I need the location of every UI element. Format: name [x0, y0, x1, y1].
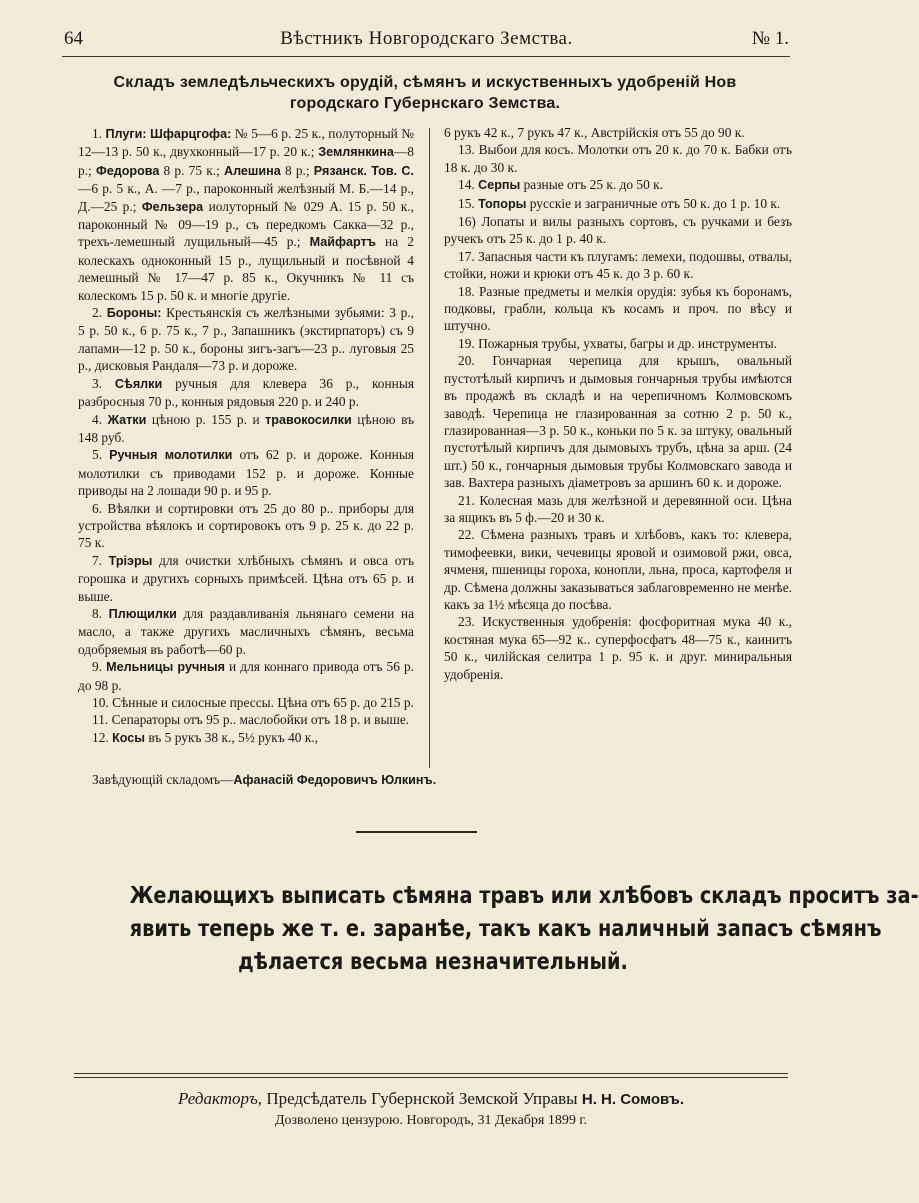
item-text: на 2 колескахъ одноконный 15 р., лущильный и посѣвной 4 лемешный № 17—47 р. 85 к., Окучникъ № 11 съ колескомъ 15 р. 50 к. и многіе другіе. [78, 234, 414, 303]
item-name-bold: Серпы [478, 178, 521, 193]
manager-prefix: Завѣдующій складомъ— [92, 772, 234, 787]
editor-title: Предсѣдатель Губернской Земской Управы [262, 1089, 582, 1108]
item-name-bold: Федорова [95, 163, 160, 178]
item-text: цѣною р. 155 р. и [146, 411, 266, 427]
price-list-item [444, 335, 792, 352]
item-text: иолуторный № 029 А. 15 р. 50 к., пароконный № 09—19 р., съ передкомъ Сакка—32 р., трехъ-лемешный лущильный—45 р.; [78, 198, 414, 250]
item-text: Крестьянскія съ желѣзными зубьями: 3 р., 5 р. 50 к., 6 р. 75 к., 7 р., Запашникъ (экстирпаторъ) съ 9 лапами—12 р. 50 к., бороны зигъ-загъ—23 р.. луговыя 25 р., дисковыя Рандаля—73 р. и дороже. [78, 305, 415, 374]
left-column [78, 125, 414, 747]
item-name-bold: Плющилки [108, 606, 177, 621]
item-text: № 5—6 р. 25 к., полуторный № 12—13 р. 50 к., двухконный—17 р. 20 к.; [78, 126, 414, 160]
item-text: русскіе и заграничные отъ 50 к. до 1 р. 10 к. [526, 195, 781, 211]
price-list-item [444, 141, 792, 176]
item-text: 8 р. 75 к.; [159, 162, 224, 178]
item-name-bold: Бороны: [106, 306, 162, 321]
price-list-item [78, 711, 414, 728]
price-list-item [78, 552, 414, 605]
price-list-item [444, 613, 792, 683]
item-text: ручныя для клевера 36 р., конныя разбросныя 70 р., конныя рядовыя 220 р. и 240 р. [78, 375, 414, 410]
price-list-item [444, 352, 792, 491]
price-list-item [444, 283, 792, 335]
item-text: 2. [92, 305, 107, 321]
column-divider [429, 128, 430, 768]
price-list-item [78, 125, 414, 304]
editor-line [74, 1089, 788, 1109]
item-text: отъ 62 р. и дороже. Конныя молотилки съ приводами 152 р. и дороже. Конные приводы на 2 лошади 90 р. и 95 р. [78, 447, 414, 499]
page-number: 64 [64, 28, 83, 49]
item-text: 11. Сепараторы отъ 95 р.. маслобойки отъ 18 р. и выше. [92, 712, 410, 728]
item-name-bold: травокосилки [265, 412, 352, 427]
editor-label: Редакторъ, [177, 1089, 263, 1108]
item-name-bold: Алешина [223, 163, 281, 178]
price-list-item [78, 446, 414, 499]
item-text: 15. [458, 195, 479, 211]
price-list-item [444, 195, 792, 213]
price-list-item [78, 411, 414, 447]
item-text: 12. [92, 729, 113, 745]
seed-order-notice [129, 880, 919, 979]
item-text: 23. Искуственныя удобренія: фосфоритная мука 40 к., костяная мука 65—92 к.. суперфосфатъ 48—75 к., каинитъ 50 к., чилійская селитра 1 р. 95 к. и друг. миниральныя удобренія. [444, 614, 792, 682]
item-text: 22. Сѣмена разныхъ травъ и хлѣбовъ, какъ то: клевера, тимофеевки, вики, чечевицы яровой и озимовой ржи, овса, ячменя, пшеницы гороха, конопли, льна, проса, картофеля и др. Сѣмена должны заказываться заблаговременно не менѣе. какъ за 1½ мѣсяца до посѣва. [444, 527, 792, 612]
item-text: 9. [92, 659, 107, 675]
price-list-item [78, 605, 414, 658]
item-text: 1. [92, 126, 106, 141]
item-text: въ 5 рукъ 38 к., 5½ рукъ 40 к., [145, 729, 319, 745]
item-name-bold: Рязанск. Тов. С. [313, 163, 414, 178]
editor-name: Н. Н. Сомовъ. [581, 1091, 685, 1108]
notice-line-2: явить теперь же т. е. заранѣе, такъ какъ наличный запасъ сѣмянъ [129, 916, 882, 942]
item-text: цѣною въ 148 руб. [78, 411, 414, 445]
price-list-item [78, 304, 414, 375]
price-list-item [444, 124, 792, 141]
item-name-bold: Землянкина [318, 145, 394, 160]
footer-rule-bottom [74, 1077, 788, 1078]
item-text: 17. Запасныя части къ плугамъ: лемехи, подошвы, отвалы, стойки, ножи и крюки отъ 45 к. до 3 р. 60 к. [444, 248, 792, 282]
price-list-item [78, 375, 414, 411]
price-list-item [78, 729, 414, 747]
footer-rule-top [74, 1073, 788, 1074]
item-text: 8 р.; [280, 162, 314, 178]
item-text: для раздавливанія льнянаго семени на масло, а также другихъ масличныхъ сѣмянъ, весьма одобряемыя въ работѣ—60 р. [78, 605, 415, 657]
item-name-bold: Косы [112, 730, 146, 745]
item-text: 5. [92, 447, 110, 463]
item-text: 3. [92, 375, 115, 391]
item-text: —6 р. 5 к., А. —7 р., пароконный желѣзный М. Б.—14 р., Д.—25 р.; [78, 181, 414, 214]
journal-title: Вѣстникъ Новгородскаго Земства. [280, 28, 573, 49]
item-text: 21. Колесная мазь для желѣзной и деревянной оси. Цѣна за ящикъ въ 5 ф.—20 и 30 к. [444, 492, 792, 525]
price-list-item [78, 658, 414, 694]
notice-line-3: дѣлается весьма незначительный. [238, 949, 628, 975]
right-column [444, 124, 792, 683]
price-list-item [444, 492, 792, 527]
section-heading [60, 72, 790, 114]
item-text: для очистки хлѣбныхъ сѣмянъ и овса отъ горошка и другихъ сорныхъ примѣсей. Цѣна отъ 65 р. и выше. [78, 552, 414, 604]
item-name-bold: Плуги: Шфарцгофа: [105, 127, 232, 141]
manager-name: Афанасій Федоровичъ Юлкинъ. [233, 773, 437, 787]
item-name-bold: Майфартъ [309, 235, 376, 250]
item-text: 8. [92, 605, 109, 621]
item-text: 19. Пожарныя трубы, ухваты, багры и др. инструменты. [458, 335, 778, 351]
item-text: 13. Выбои для косъ. Молотки отъ 20 к. до 70 к. Бабки отъ 18 к. до 30 к. [444, 142, 792, 175]
item-text: —8 р.; [78, 144, 414, 178]
heading-line-2: городскаго Губернскаго Земства. [289, 95, 561, 112]
warehouse-manager-line [78, 772, 778, 788]
censorship-note: Дозволено цензурою. Новгородъ, 31 Декабря 1899 г. [274, 1113, 588, 1128]
item-name-bold: Фельзера [141, 199, 204, 214]
item-text: и для коннаго привода отъ 56 р. до 98 р. [78, 659, 414, 693]
item-text: 4. [92, 411, 108, 427]
price-list-item [78, 694, 414, 711]
notice-line-1: Желающихъ выписать сѣмяна травъ или хлѣбовъ складъ проситъ за- [129, 883, 919, 909]
item-name-bold: Топоры [478, 196, 527, 211]
item-text: 7. [92, 552, 109, 568]
item-text: 18. Разные предметы и мелкія орудія: зубья къ боронамъ, подковы, грабли, кольца къ косамъ и проч. по вѣсу и штучно. [444, 283, 792, 334]
heading-line-1: Складъ земледѣльческихъ орудій, сѣмянъ и искуственныхъ удобреній Нов [113, 74, 737, 91]
price-list-item [78, 500, 414, 552]
item-text: 10. Сѣнные и силосные прессы. Цѣна отъ 65 р. до 215 р. [92, 695, 414, 710]
item-text: 6 рукъ 42 к., 7 рукъ 47 к., Австрійскія отъ 55 до 90 к. [444, 125, 745, 140]
price-list-item [444, 176, 792, 194]
item-text: 16) Лопаты и вилы разныхъ сортовъ, съ ручками и безъ ручекъ отъ 25 к. до 1 р. 40 к. [444, 214, 792, 247]
header-rule [62, 56, 790, 57]
item-name-bold: Тріэры [108, 553, 153, 568]
item-name-bold: Мельницы ручныя [106, 660, 225, 675]
item-name-bold: Ручныя молотилки [109, 448, 233, 463]
page-header [64, 28, 789, 52]
separator-rule [356, 831, 477, 833]
item-text: 6. Вѣялки и сортировки отъ 25 до 80 р.. приборы для устройства вѣялокъ и сортировокъ отъ 9 р. 25 к. до 22 р. 75 к. [78, 500, 414, 551]
item-text: 14. [458, 177, 479, 193]
item-name-bold: Жатки [107, 412, 147, 427]
item-text: разные отъ 25 к. до 50 к. [520, 177, 664, 193]
price-list-item [444, 213, 792, 248]
item-name-bold: Сѣялки [114, 376, 163, 391]
item-text: 20. Гончарная черепица для крышъ, овальный пустотѣлый кирпичъ и дымовыя гончарныя трубы имѣются въ продажѣ въ складѣ и на черепичномъ Колмовскомъ заводѣ. Черепица не глазированная за сотню 2 р. 50 к., глазированная—3 р. 50 к., коньки по 5 к. за штуку, овальный пустотѣлый кирпичъ для дымовыхъ трубъ, цѣна за арш. (24 шт.) 50 к., гончарныя дымовыя трубы Колмовскаго завода и зав. Вахтера разныхъ діаметровъ за аршинъ 60 к. и дороже. [444, 353, 792, 491]
price-list-item [444, 526, 792, 613]
price-list-item [444, 248, 792, 283]
issue-number: № 1. [751, 28, 789, 49]
